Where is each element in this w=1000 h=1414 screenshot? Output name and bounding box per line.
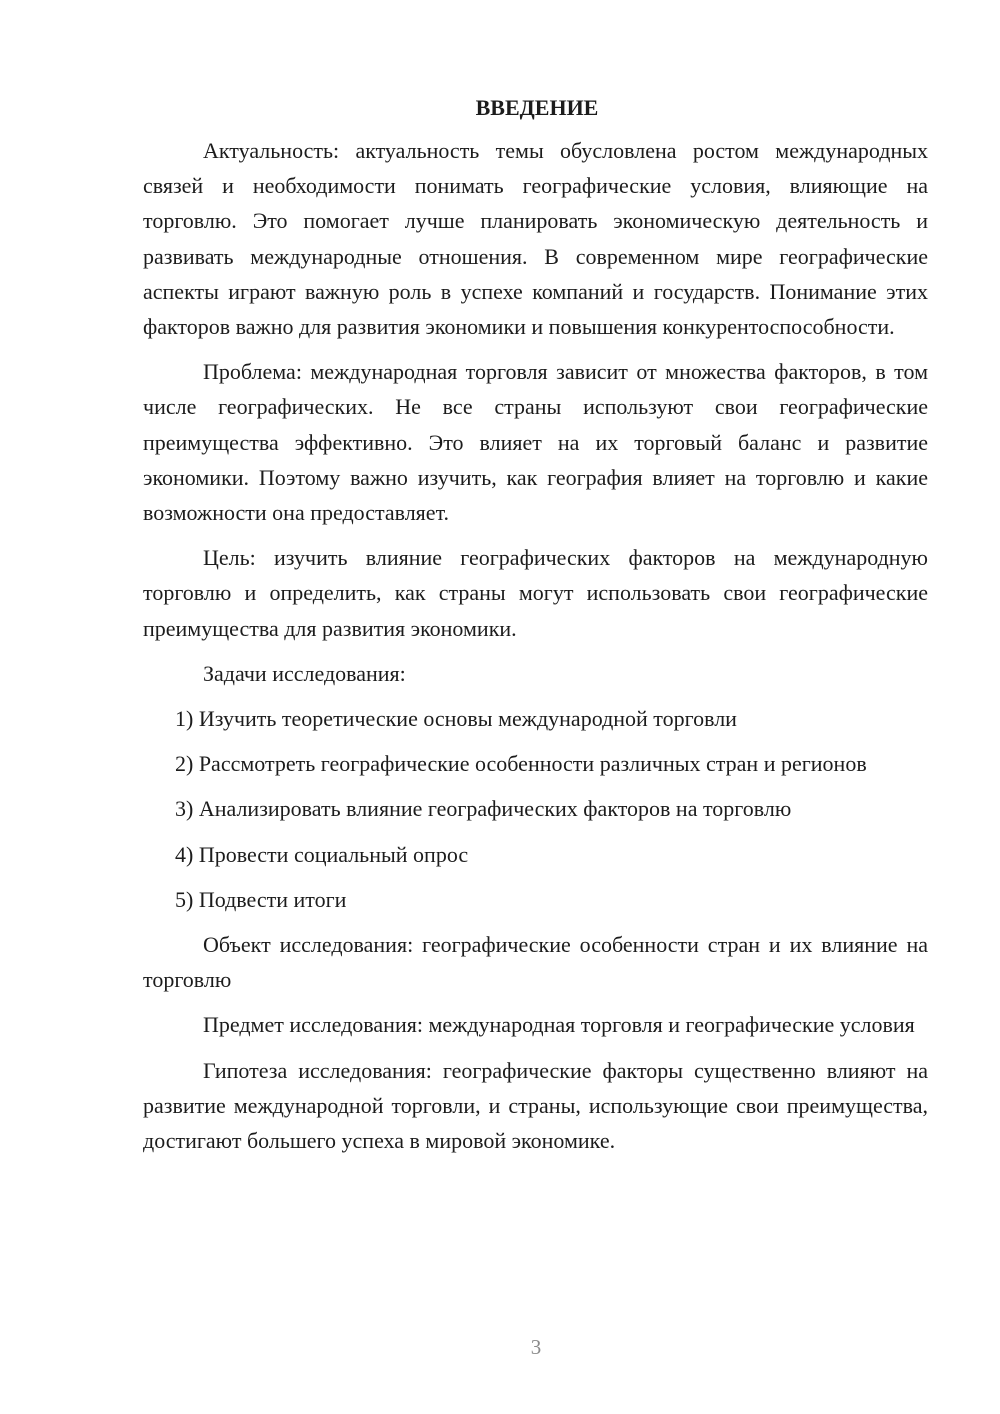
paragraph-goal: Цель: изучить влияние географических факторов на международную торговлю и определить, как страны могут использовать свои географические преимущества для развития экономики. xyxy=(143,545,928,641)
paragraph-object: Объект исследования: географические особенности стран и их влияние на торговлю xyxy=(143,932,928,993)
paragraph-tasks-intro: Задачи исследования: xyxy=(203,660,406,686)
paragraph-relevance: Актуальность: актуальность темы обусловлена ростом международных связей и необходимости понимать географические условия, влияющие на торговлю. Это помогает лучше планировать экономическую деятельность и развивать международные отношения. В современном мире географические аспекты играют важную роль в успехе компаний и государств. Понимание этих факторов важно для развития экономики и повышения конкурентоспособности. xyxy=(143,138,928,340)
page-number: 3 xyxy=(530,1335,542,1359)
task-item-2: 2) Рассмотреть географические особенности различных стран и регионов xyxy=(175,751,867,777)
section-heading: ВВЕДЕНИЕ xyxy=(475,95,599,120)
paragraph-problem: Проблема: международная торговля зависит от множества факторов, в том числе географических. Не все страны используют свои географические преимущества эффективно. Это влияет на их торговый баланс и развитие экономики. Поэтому важно изучить, как география влияет на торговлю и какие возможности она предоставляет. xyxy=(143,359,928,526)
paragraph-hypothesis: Гипотеза исследования: географические факторы существенно влияют на развитие международной торговли, и страны, использующие свои преимущества, достигают большего успеха в мировой экономике. xyxy=(143,1057,928,1154)
task-item-4: 4) Провести социальный опрос xyxy=(175,841,469,867)
page-content xyxy=(143,90,928,1158)
task-item-3: 3) Анализировать влияние географических факторов на торговлю xyxy=(175,796,792,822)
task-item-5: 5) Подвести итоги xyxy=(175,886,347,912)
paragraph-subject: Предмет исследования: международная торговля и географические условия xyxy=(203,1012,915,1038)
task-item-1: 1) Изучить теоретические основы международной торговли xyxy=(175,706,737,732)
